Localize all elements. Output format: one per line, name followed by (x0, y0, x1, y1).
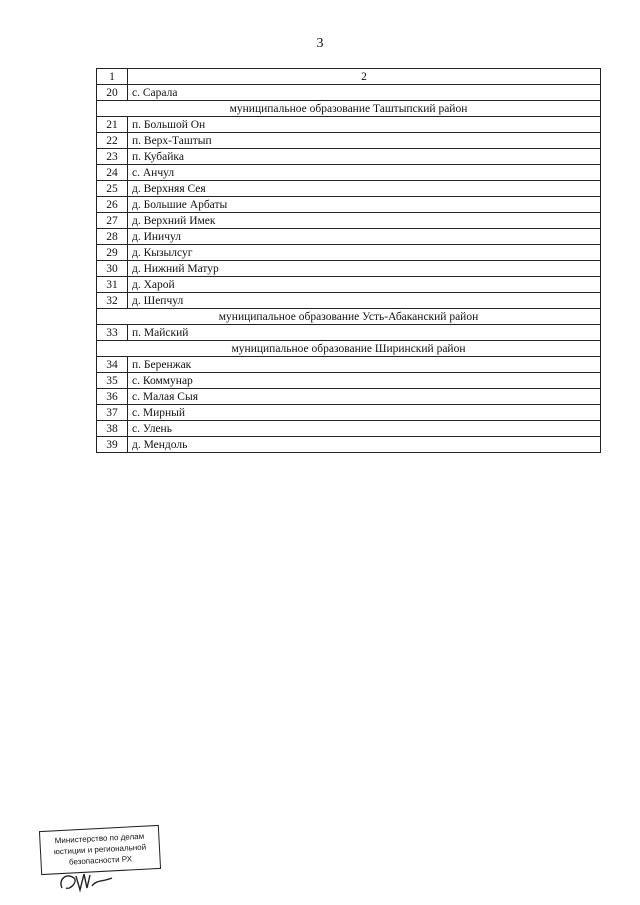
table-row (97, 325, 601, 341)
stamp-line: юстиции и региональной (53, 842, 147, 857)
settlement-name: п. Майский (128, 325, 601, 341)
table-row (97, 85, 601, 101)
settlement-name: д. Шепчул (128, 293, 601, 309)
table-row (97, 133, 601, 149)
row-number: 26 (97, 197, 128, 213)
table-row (97, 261, 601, 277)
row-number: 25 (97, 181, 128, 197)
group-header-row (97, 341, 601, 357)
row-number: 24 (97, 165, 128, 181)
row-number: 38 (97, 421, 128, 437)
row-number: 37 (97, 405, 128, 421)
row-number: 39 (97, 437, 128, 453)
row-number: 31 (97, 277, 128, 293)
table-row (97, 149, 601, 165)
table-row (97, 229, 601, 245)
row-number: 36 (97, 389, 128, 405)
row-number: 23 (97, 149, 128, 165)
table-row (97, 357, 601, 373)
row-number: 35 (97, 373, 128, 389)
settlement-name: с. Сарала (128, 85, 601, 101)
settlements-table (96, 68, 601, 453)
table-row (97, 197, 601, 213)
table-row (97, 165, 601, 181)
table-body (97, 69, 601, 453)
table-header-row (97, 69, 601, 85)
settlement-name: д. Верхний Имек (128, 213, 601, 229)
settlement-name: д. Иничул (128, 229, 601, 245)
table-row (97, 117, 601, 133)
settlement-name: с. Анчул (128, 165, 601, 181)
settlement-name: с. Малая Сыя (128, 389, 601, 405)
header-column-1: 1 (97, 69, 128, 85)
table-row (97, 181, 601, 197)
header-column-2: 2 (128, 69, 601, 85)
row-number: 32 (97, 293, 128, 309)
table-row (97, 437, 601, 453)
settlement-name: с. Коммунар (128, 373, 601, 389)
row-number: 27 (97, 213, 128, 229)
table-row (97, 293, 601, 309)
table-row (97, 405, 601, 421)
settlement-name: с. Улень (128, 421, 601, 437)
municipality-name: муниципальное образование Усть-Абаканский район (97, 309, 601, 325)
settlement-name: д. Кызылсуг (128, 245, 601, 261)
settlement-name: д. Мендоль (128, 437, 601, 453)
row-number: 20 (97, 85, 128, 101)
table-row (97, 389, 601, 405)
settlement-name: с. Мирный (128, 405, 601, 421)
group-header-row (97, 309, 601, 325)
handwritten-signature (56, 866, 116, 896)
row-number: 34 (97, 357, 128, 373)
row-number: 28 (97, 229, 128, 245)
row-number: 22 (97, 133, 128, 149)
page-number: 3 (316, 36, 324, 51)
table-row (97, 421, 601, 437)
table-row (97, 373, 601, 389)
settlement-name: д. Нижний Матур (128, 261, 601, 277)
settlement-name: п. Верх-Таштып (128, 133, 601, 149)
row-number: 21 (97, 117, 128, 133)
table-row (97, 277, 601, 293)
row-number: 33 (97, 325, 128, 341)
row-number: 29 (97, 245, 128, 261)
settlement-name: п. Беренжак (128, 357, 601, 373)
table-row (97, 245, 601, 261)
municipality-name: муниципальное образование Таштыпский район (97, 101, 601, 117)
stamp-line: Министерство по делам (54, 831, 145, 846)
municipality-name: муниципальное образование Ширинский район (97, 341, 601, 357)
settlement-name: д. Верхняя Сея (128, 181, 601, 197)
settlement-name: п. Большой Он (128, 117, 601, 133)
table-row (97, 213, 601, 229)
settlement-name: д. Большие Арбаты (128, 197, 601, 213)
settlement-name: д. Харой (128, 277, 601, 293)
settlement-name: п. Кубайка (128, 149, 601, 165)
row-number: 30 (97, 261, 128, 277)
stamp-line: безопасности РХ (68, 854, 133, 867)
group-header-row (97, 101, 601, 117)
